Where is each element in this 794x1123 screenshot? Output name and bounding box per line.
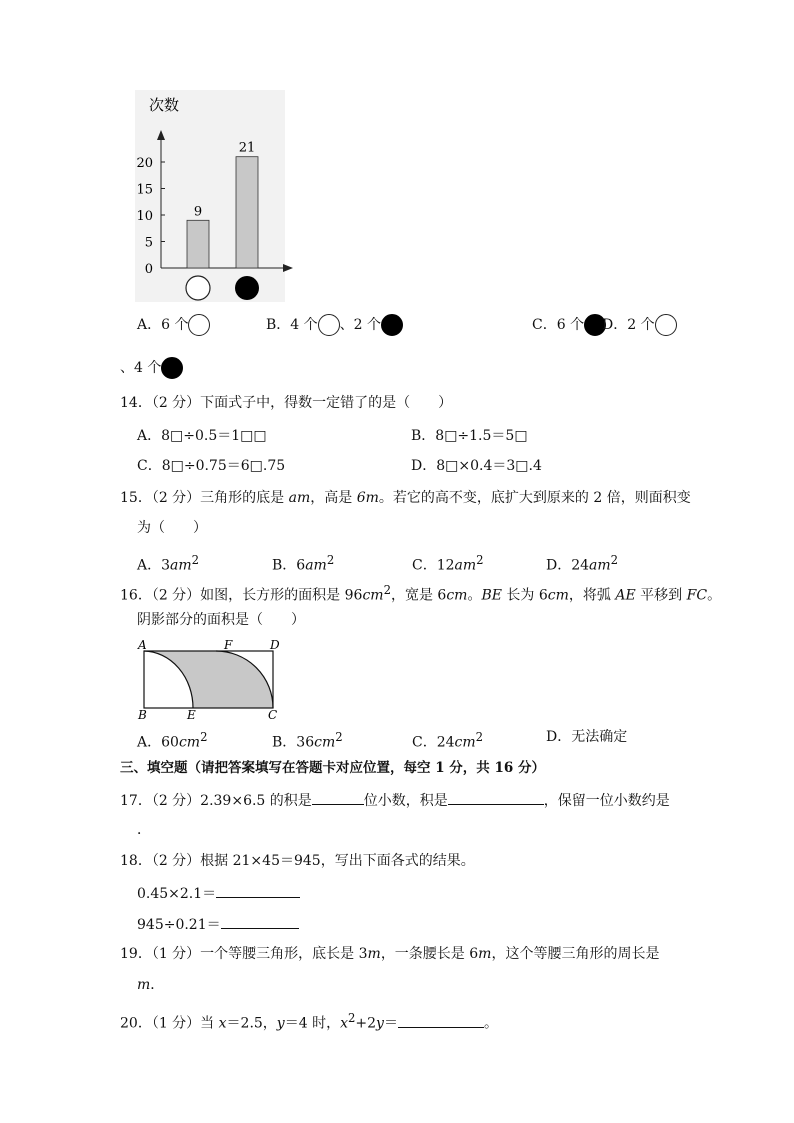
q15-option-a[interactable]: A．$3am^2$ (137, 553, 200, 574)
bar-black-circle (236, 157, 258, 268)
shaded-region (144, 651, 273, 708)
label-a: A (138, 638, 147, 652)
q13-option-a[interactable]: A．6 个 (137, 314, 210, 336)
q13-option-c[interactable]: C．6 个 (532, 314, 606, 336)
label-c: C (268, 708, 278, 721)
label-b: B (138, 708, 147, 721)
q14-option-b[interactable]: B．8□÷1.5＝5□ (411, 428, 528, 444)
q16-stem: 16．（2 分）如图，长方形的面积是 $96cm^2$，宽是 6cm。BE 长为 6cm，将弧 AE 平移到 FC。 (120, 583, 722, 604)
answer-blank[interactable] (398, 1013, 484, 1028)
answer-blank[interactable] (216, 883, 300, 898)
answer-blank[interactable] (448, 790, 544, 805)
x-axis-arrow (283, 264, 293, 272)
label-e: E (187, 708, 196, 721)
q18-stem: 18．（2 分）根据 21×45＝945，写出下面各式的结果。 (120, 853, 475, 869)
q13-option-d[interactable]: D．2 个 (602, 314, 677, 336)
q16-stem-cont: 阴影部分的面积是（ ） (137, 612, 305, 628)
q13-option-b[interactable]: B．4 个 、2 个 (266, 314, 403, 336)
y-tick-label: 15 (136, 182, 153, 198)
black-circle-icon (381, 314, 403, 336)
q17-stem-cont: ． (137, 822, 151, 838)
black-circle-icon (161, 357, 183, 379)
q20-stem: 20．（1 分）当 x＝2.5，y＝4 时，$x^2+2y=$ 。 (120, 1011, 498, 1032)
white-circle-icon (655, 314, 677, 336)
y-tick-label: 20 (136, 156, 153, 171)
bar-chart (135, 90, 300, 305)
white-circle-icon (188, 314, 210, 336)
q17-stem: 17．（2 分）2.39×6.5 的积是 位小数，积是 ，保留一位小数约是 (120, 790, 670, 810)
q19-stem: 19．（1 分）一个等腰三角形，底长是 3m，一条腰长是 6m，这个等腰三角形的周长是 (120, 946, 660, 962)
q16-option-a[interactable]: A．$60cm^2$ (137, 730, 208, 751)
bar-white-circle (187, 220, 209, 268)
q14-stem: 14．（2 分）下面式子中，得数一定错了的是（ ） (120, 395, 453, 411)
q15-option-b[interactable]: B．$6am^2$ (272, 553, 335, 574)
category-white-circle (186, 276, 210, 300)
q14-option-d[interactable]: D．8□×0.4＝3□.4 (411, 458, 542, 474)
q19-stem-cont: m． (137, 977, 165, 993)
q16-option-c[interactable]: C．$24cm^2$ (412, 730, 484, 751)
bar-value-label: 21 (238, 140, 256, 156)
q18-expr-2: 945÷0.21＝ (137, 914, 299, 934)
y-tick-label: 0 (144, 262, 153, 277)
label-d: D (270, 638, 280, 652)
y-tick-label: 10 (136, 209, 153, 224)
rectangle-diagram (136, 637, 286, 721)
q16-option-b[interactable]: B．$36cm^2$ (272, 730, 343, 751)
answer-blank[interactable] (221, 914, 299, 929)
chart-ylabel: 次数 (149, 96, 180, 114)
q14-option-a[interactable]: A．8□÷0.5＝1□□ (137, 428, 267, 444)
q15-stem-cont: 为（ ） (137, 520, 207, 536)
white-circle-icon (318, 314, 340, 336)
q16-option-d[interactable]: D．无法确定 (546, 729, 628, 745)
q14-option-c[interactable]: C．8□÷0.75＝6□.75 (137, 458, 286, 474)
q18-expr-1: 0.45×2.1＝ (137, 883, 300, 903)
y-tick-label: 5 (144, 235, 153, 251)
q13-option-d-cont: 、4 个 (120, 357, 183, 379)
q15-option-d[interactable]: D．$24am^2$ (546, 553, 619, 574)
label-f: F (224, 638, 233, 652)
q15-option-c[interactable]: C．$12am^2$ (412, 553, 484, 574)
answer-blank[interactable] (312, 790, 364, 805)
q15-stem: 15．（2 分）三角形的底是 am，高是 6m。若它的高不变，底扩大到原来的 2 倍，则面积变 (120, 490, 691, 506)
category-black-circle (235, 276, 259, 300)
section-3-heading: 三、填空题（请把答案填写在答题卡对应位置，每空 1 分，共 16 分） (120, 760, 545, 776)
bar-value-label: 9 (193, 204, 203, 220)
